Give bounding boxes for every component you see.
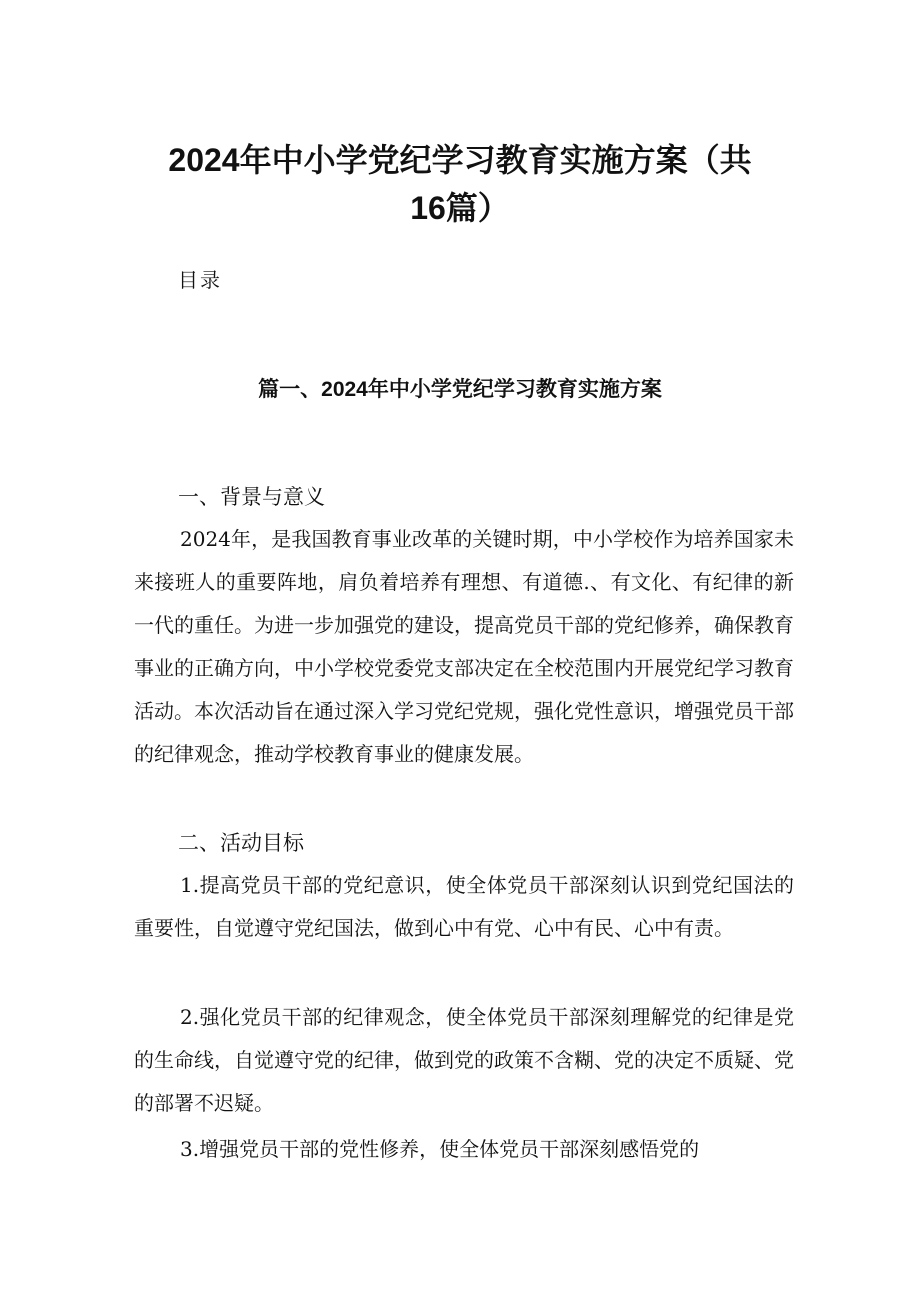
- chapter-title: 篇一、2024年中小学党纪学习教育实施方案: [258, 378, 662, 401]
- paragraph-goal-3: 3.增强党员干部的党性修养，使全体党员干部深刻感悟党的: [180, 1137, 700, 1161]
- section-heading-background: 一、背景与意义: [178, 486, 325, 509]
- section-heading-goals: 二、活动目标: [178, 832, 304, 855]
- paragraph-goal-1: 1.提高党员干部的党纪意识，使全体党员干部深刻认识到党纪国法的重要性，自觉遵守党纪国法，做到心中有党、心中有民、心中有责。: [134, 873, 794, 940]
- document-title: [120, 136, 800, 232]
- document-title-line-2: 16篇）: [410, 190, 510, 226]
- paragraph-goal-2: 2.强化党员干部的纪律观念，使全体党员干部深刻理解党的纪律是党的生命线，自觉遵守党的纪律，做到党的政策不含糊、党的决定不质疑、党的部署不迟疑。: [134, 1005, 794, 1115]
- document-title-line-1: 2024年中小学党纪学习教育实施方案（共: [168, 142, 752, 178]
- paragraph-background: 2024年，是我国教育事业改革的关键时期，中小学校作为培养国家未来接班人的重要阵地，肩负着培养有理想、有道德.、有文化、有纪律的新一代的重任。为进一步加强党的建设，提高党员干部的党纪修养，确保教育事业的正确方向，中小学校党委党支部决定在全校范围内开展党纪学习教育活动。本次活动旨在通过深入学习党纪党规，强化党性意识，增强党员干部的纪律观念，推动学校教育事业的健康发展。: [134, 527, 794, 766]
- toc-label: 目录: [178, 268, 222, 292]
